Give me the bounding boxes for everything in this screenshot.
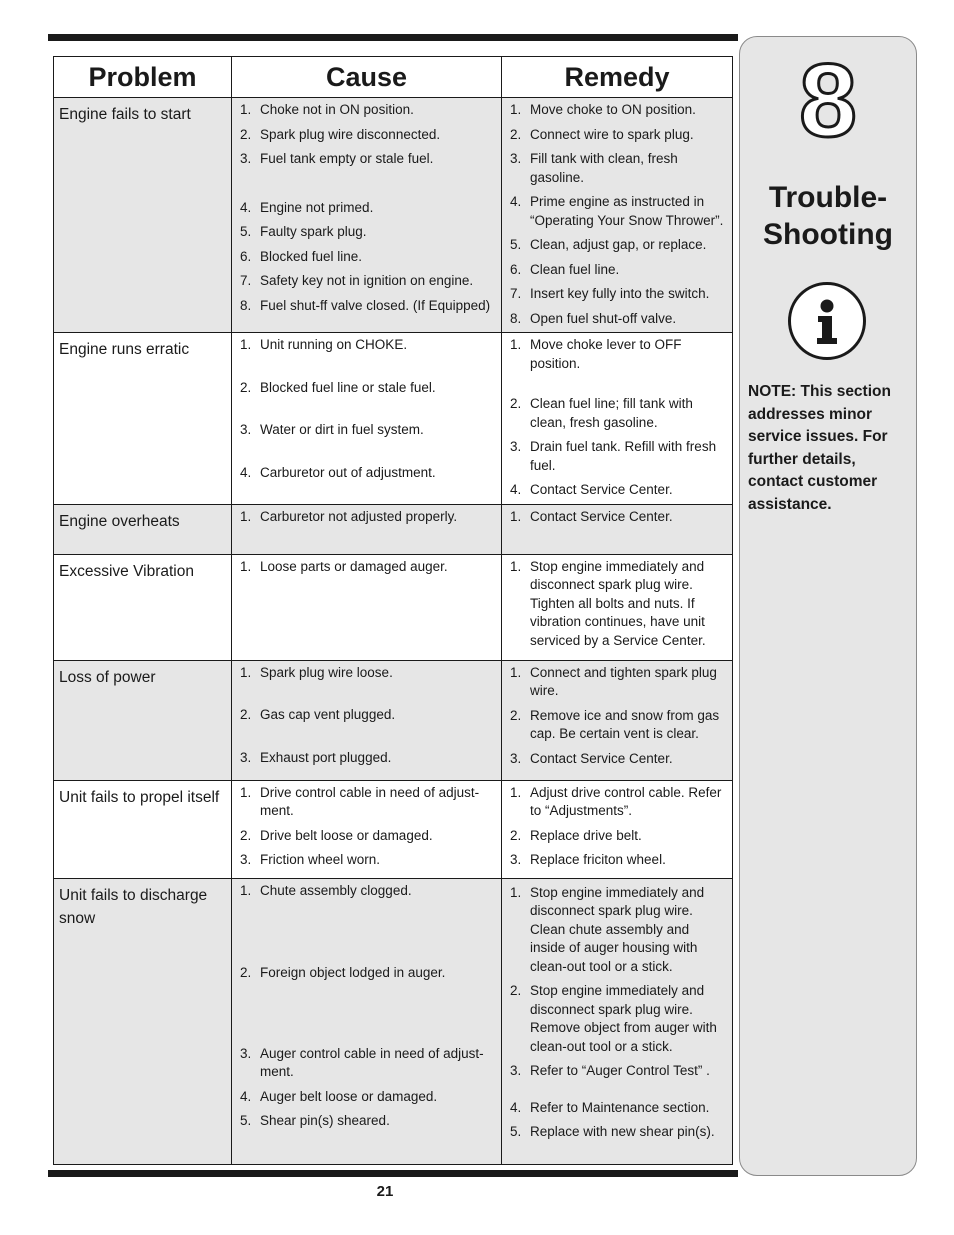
remedie-item-text: Connect wire to spark plug. <box>530 126 694 142</box>
remedie-item-text: Refer to “Auger Control Test” . <box>530 1063 710 1078</box>
remedie-item-text: Clean fuel line. <box>530 261 620 277</box>
remedie-item-text: Replace drive belt. <box>530 827 642 843</box>
cause-item <box>240 558 497 577</box>
table-row <box>54 98 733 333</box>
page-number: 21 <box>376 1183 394 1200</box>
remedie-item <box>510 310 728 329</box>
remedie-item <box>510 1099 728 1118</box>
remedie-item-number: 2. <box>510 983 522 998</box>
remedie-item <box>510 193 728 230</box>
remedy-cell <box>502 333 733 505</box>
cause-item-text: Spark plug wire disconnected. <box>260 126 441 142</box>
cause-item-number: 3. <box>240 151 252 166</box>
problem-cell <box>54 878 232 1164</box>
cause-item <box>240 223 497 242</box>
remedie-item <box>510 481 728 500</box>
cause-item-text: Blocked fuel line. <box>260 248 363 264</box>
problem-cell <box>54 660 232 780</box>
remedie-item-number: 3. <box>510 750 522 766</box>
problem-text: Engine fails to start <box>59 106 191 123</box>
remedy-cell <box>502 554 733 660</box>
problem-text: Engine overheats <box>59 512 180 530</box>
cause-item-number: 7. <box>240 273 252 288</box>
cause-item <box>240 336 497 355</box>
cause-item-text: Engine not primed. <box>260 199 374 215</box>
problem-cell <box>54 333 232 505</box>
remedie-item-text: Stop engine immediately and disconnect spark plug wire. Remove object from auger with clean-out tool or a stick. <box>530 983 717 1054</box>
cause-cell <box>232 780 502 878</box>
remedie-item-number: 3. <box>510 439 522 454</box>
cause-item-text: Safety key not in ignition on engine. <box>260 273 474 288</box>
cause-cell <box>232 660 502 780</box>
remedie-item-number: 2. <box>510 126 522 142</box>
remedie-list <box>502 661 732 773</box>
remedie-item-text: Connect and tighten spark plug wire. <box>530 664 717 698</box>
remedie-item <box>510 101 728 120</box>
cause-list <box>232 661 501 772</box>
remedie-item-text: Replace friciton wheel. <box>530 852 666 867</box>
bottom-rule <box>48 1170 738 1177</box>
remedie-item-number: 2. <box>510 827 522 843</box>
remedie-item <box>510 664 728 701</box>
cause-item-text: Foreign object lodged in auger. <box>260 965 446 980</box>
problem-cell <box>54 780 232 878</box>
cause-item-number: 1. <box>240 558 252 574</box>
remedie-item-text: Contact Service Center. <box>530 750 673 766</box>
cause-item <box>240 199 497 218</box>
cause-item-number: 1. <box>240 337 252 352</box>
remedie-item <box>510 558 728 651</box>
cause-cell <box>232 554 502 660</box>
header-problem: Problem <box>54 57 232 98</box>
cause-item-text: Carburetor out of adjustment. <box>260 464 436 480</box>
problem-cell <box>54 98 232 333</box>
remedie-item-number: 4. <box>510 482 522 497</box>
troubleshooting-table <box>53 56 733 1165</box>
cause-item-number: 1. <box>240 508 252 524</box>
cause-item <box>240 464 497 483</box>
remedie-item <box>510 438 728 475</box>
remedie-item-number: 4. <box>510 1099 522 1115</box>
chapter-number: 8 <box>799 43 857 159</box>
remedie-list <box>502 98 732 332</box>
cause-item <box>240 248 497 267</box>
header-cause: Cause <box>232 57 502 98</box>
cause-item-number: 1. <box>240 882 252 898</box>
chapter-title <box>740 179 916 253</box>
remedie-item-number: 1. <box>510 508 522 524</box>
remedie-item-number: 1. <box>510 102 522 117</box>
cause-item <box>240 749 497 768</box>
remedie-item-number: 1. <box>510 784 522 800</box>
remedie-item-text: Remove ice and snow from gas cap. Be certain vent is clear. <box>530 707 720 741</box>
cause-item <box>240 664 497 683</box>
remedie-item <box>510 285 728 304</box>
remedie-list <box>502 333 732 504</box>
cause-item <box>240 101 497 120</box>
remedie-item-number: 3. <box>510 151 522 166</box>
cause-list <box>232 879 501 1135</box>
cause-item-number: 8. <box>240 297 252 313</box>
cause-item <box>240 784 497 821</box>
table-row <box>54 554 733 660</box>
remedie-item <box>510 784 728 821</box>
cause-list <box>232 781 501 874</box>
remedie-item-number: 1. <box>510 337 522 352</box>
table-row <box>54 504 733 554</box>
cause-item-number: 4. <box>240 1088 252 1104</box>
remedy-cell <box>502 660 733 780</box>
header-remedy: Remedy <box>502 57 733 98</box>
remedie-item-number: 2. <box>510 396 522 411</box>
info-icon <box>788 282 866 360</box>
table-row <box>54 780 733 878</box>
remedie-item-text: Clean, adjust gap, or replace. <box>530 237 707 252</box>
cause-item-text: Drive control cable in need of adjust-ment. <box>260 784 480 818</box>
cause-item-text: Carburetor not adjusted properly. <box>260 508 458 524</box>
remedie-item-number: 4. <box>510 194 522 209</box>
cause-item <box>240 379 497 398</box>
cause-item-number: 3. <box>240 749 252 765</box>
remedie-item <box>510 336 728 373</box>
cause-item-text: Loose parts or damaged auger. <box>260 558 448 574</box>
cause-cell <box>232 504 502 554</box>
top-rule <box>48 34 738 41</box>
cause-item <box>240 706 497 725</box>
cause-item-number: 5. <box>240 1113 252 1128</box>
cause-item-text: Spark plug wire loose. <box>260 664 393 680</box>
cause-list <box>232 555 501 581</box>
remedie-item-number: 2. <box>510 707 522 723</box>
cause-item-text: Friction wheel worn. <box>260 852 381 867</box>
remedy-cell <box>502 504 733 554</box>
cause-cell <box>232 878 502 1164</box>
remedie-list <box>502 781 732 874</box>
cause-item-number: 3. <box>240 852 252 867</box>
remedie-item-text: Replace with new shear pin(s). <box>530 1124 715 1139</box>
table-row <box>54 878 733 1164</box>
remedie-item-number: 5. <box>510 237 522 252</box>
cause-item <box>240 964 497 983</box>
remedie-item-number: 3. <box>510 852 522 867</box>
cause-item-number: 2. <box>240 707 252 722</box>
remedie-list <box>502 555 732 655</box>
cause-item-text: Chute assembly clogged. <box>260 882 412 898</box>
remedie-item-text: Contact Service Center. <box>530 482 673 497</box>
remedie-item-text: Move choke lever to OFF position. <box>530 337 682 371</box>
cause-item <box>240 297 497 316</box>
cause-item-text: Water or dirt in fuel system. <box>260 422 424 437</box>
remedie-item <box>510 236 728 255</box>
remedie-item-text: Stop engine immediately and disconnect spark plug wire. Tighten all bolts and nuts. If vibration continues, have unit serviced by a Service Center. <box>530 558 706 648</box>
cause-item <box>240 827 497 846</box>
remedie-item-number: 1. <box>510 884 522 900</box>
chapter-title-line-2: Shooting <box>763 218 893 251</box>
cause-item-number: 2. <box>240 126 252 142</box>
cause-list <box>232 98 501 319</box>
remedie-item-text: Refer to Maintenance section. <box>530 1099 710 1115</box>
cause-item-text: Drive belt loose or damaged. <box>260 827 433 843</box>
remedie-item-text: Insert key fully into the switch. <box>530 286 710 301</box>
remedy-cell <box>502 780 733 878</box>
remedie-item <box>510 261 728 280</box>
remedie-item-text: Clean fuel line; fill tank with clean, fresh gasoline. <box>530 396 693 430</box>
chapter-tab <box>739 36 917 1176</box>
cause-item-text: Gas cap vent plugged. <box>260 707 396 722</box>
cause-item-number: 1. <box>240 784 252 800</box>
cause-item <box>240 1112 497 1131</box>
section-note: NOTE: This section addresses minor service issues. For further details, contact customer assistance. <box>748 383 891 513</box>
remedie-item-number: 1. <box>510 558 522 574</box>
remedie-item-text: Fill tank with clean, fresh gasoline. <box>530 151 678 185</box>
cause-item-text: Unit running on CHOKE. <box>260 337 408 352</box>
cause-item <box>240 882 497 901</box>
cause-list <box>232 505 501 531</box>
cause-item <box>240 126 497 145</box>
cause-list <box>232 333 501 486</box>
cause-item-number: 3. <box>240 422 252 437</box>
cause-item-text: Auger control cable in need of adjust-ment. <box>260 1045 484 1079</box>
remedie-item <box>510 827 728 846</box>
remedie-item <box>510 884 728 977</box>
table-row <box>54 660 733 780</box>
problem-text: Loss of power <box>59 668 156 686</box>
cause-item <box>240 1045 497 1082</box>
cause-item-text: Auger belt loose or damaged. <box>260 1088 438 1104</box>
problem-cell <box>54 554 232 660</box>
cause-item <box>240 1088 497 1107</box>
cause-item <box>240 150 497 169</box>
remedie-item <box>510 1062 728 1081</box>
remedie-item <box>510 707 728 744</box>
cause-item-text: Choke not in ON position. <box>260 102 414 117</box>
remedie-item <box>510 750 728 769</box>
cause-item-number: 2. <box>240 965 252 980</box>
cause-item-text: Shear pin(s) sheared. <box>260 1113 390 1128</box>
cause-item <box>240 272 497 291</box>
remedie-item-number: 1. <box>510 664 522 680</box>
remedie-item-text: Move choke to ON position. <box>530 102 696 117</box>
remedie-item-text: Drain fuel tank. Refill with fresh fuel. <box>530 439 717 473</box>
remedie-item <box>510 508 728 527</box>
remedie-item-number: 3. <box>510 1063 522 1078</box>
problem-text: Excessive Vibration <box>59 562 194 580</box>
cause-item-text: Fuel tank empty or stale fuel. <box>260 151 434 166</box>
cause-item-text: Blocked fuel line or stale fuel. <box>260 379 436 395</box>
remedie-item-number: 6. <box>510 261 522 277</box>
cause-item-number: 1. <box>240 664 252 680</box>
remedie-item <box>510 150 728 187</box>
remedie-item <box>510 1123 728 1142</box>
cause-item-text: Faulty spark plug. <box>260 224 367 239</box>
cause-cell <box>232 98 502 333</box>
remedie-item <box>510 982 728 1056</box>
table-header-row <box>54 57 733 98</box>
cause-item-number: 3. <box>240 1045 252 1061</box>
table-row <box>54 333 733 505</box>
cause-item-number: 4. <box>240 464 252 480</box>
remedie-item-number: 8. <box>510 310 522 326</box>
remedie-item-text: Open fuel shut-off valve. <box>530 310 677 326</box>
remedie-item-text: Prime engine as instructed in “Operating Your Snow Thrower”. <box>530 194 724 228</box>
remedie-item <box>510 851 728 870</box>
cause-item-text: Exhaust port plugged. <box>260 749 392 765</box>
remedy-cell <box>502 98 733 333</box>
remedie-item-number: 5. <box>510 1124 522 1139</box>
cause-item-number: 2. <box>240 379 252 395</box>
cause-cell <box>232 333 502 505</box>
problem-text: Unit fails to discharge snow <box>59 886 208 927</box>
remedy-cell <box>502 878 733 1164</box>
remedie-list <box>502 879 732 1146</box>
remedie-item-number: 7. <box>510 286 522 301</box>
cause-item <box>240 508 497 527</box>
problem-cell <box>54 504 232 554</box>
cause-item-number: 2. <box>240 827 252 843</box>
remedie-item-text: Stop engine immediately and disconnect spark plug wire. Clean chute assembly and inside of auger housing with clean-out tool or a stick. <box>530 884 705 974</box>
problem-text: Engine runs erratic <box>59 341 190 358</box>
cause-item <box>240 851 497 870</box>
cause-item-number: 5. <box>240 224 252 239</box>
remedie-item-text: Adjust drive control cable. Refer to “Adjustments”. <box>530 784 722 818</box>
problem-text: Unit fails to propel itself <box>59 788 220 806</box>
cause-item <box>240 421 497 440</box>
remedie-item <box>510 126 728 145</box>
cause-item-number: 4. <box>240 199 252 215</box>
cause-item-number: 6. <box>240 248 252 264</box>
chapter-title-line-1: Trouble- <box>768 181 888 214</box>
remedie-item-text: Contact Service Center. <box>530 508 673 524</box>
remedie-item <box>510 395 728 432</box>
cause-item-number: 1. <box>240 102 252 117</box>
remedie-list <box>502 505 732 531</box>
cause-item-text: Fuel shut-ff valve closed. (If Equipped) <box>260 297 491 313</box>
